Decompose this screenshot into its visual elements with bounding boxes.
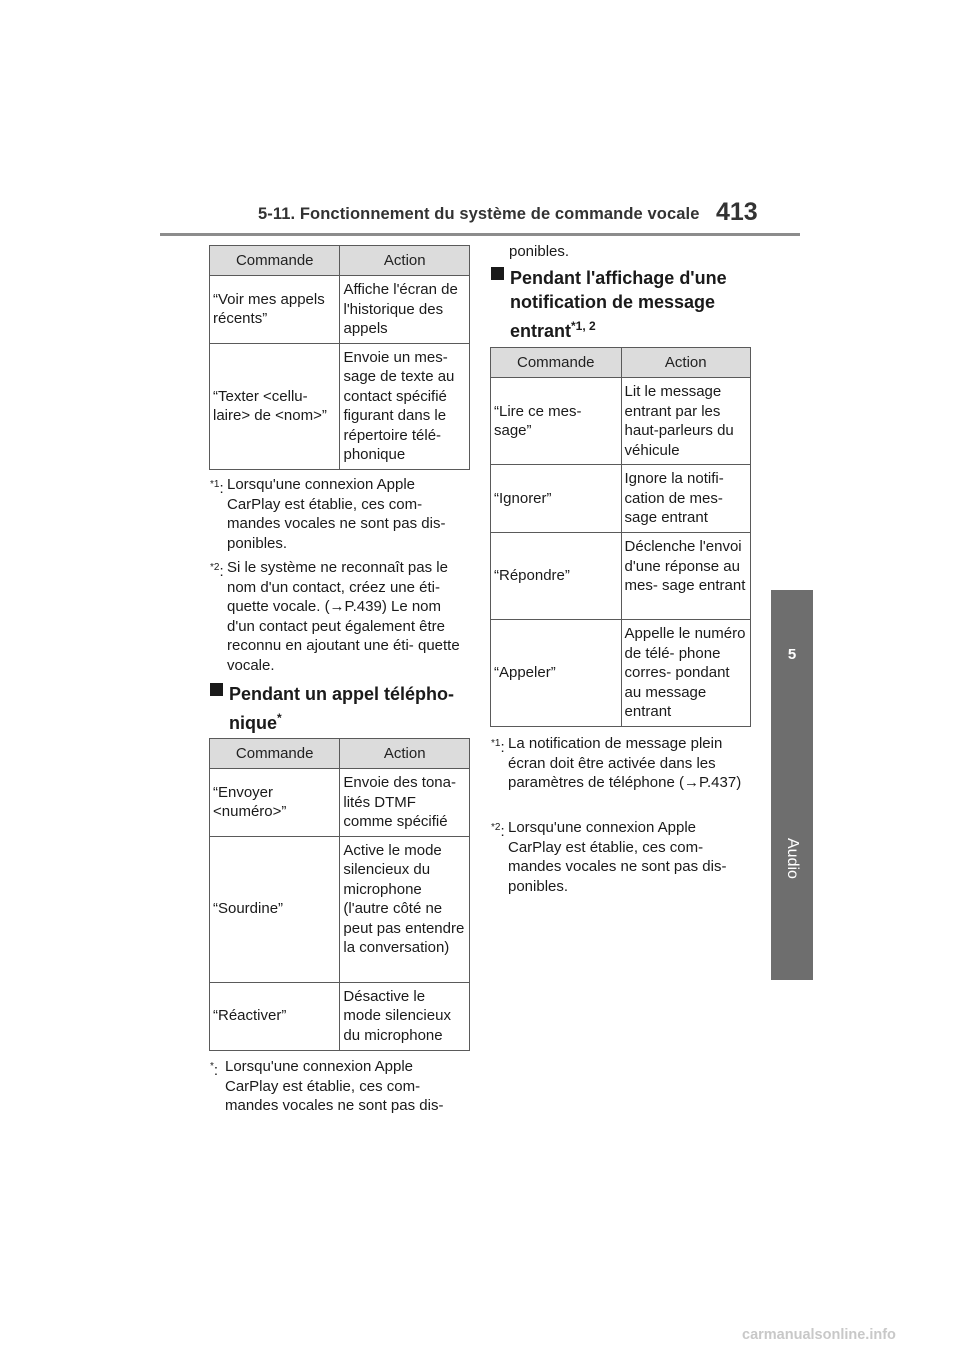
action-cell: Appelle le numéro de télé- phone corres- pondant au message entrant xyxy=(621,620,750,727)
table-row xyxy=(491,465,751,533)
table-header-row xyxy=(491,348,751,378)
section-heading-call: Pendant un appel télépho- nique* xyxy=(210,682,472,735)
action-cell: Active le mode silencieux du microphone (l'autre côté ne peut pas entendre la conversation) xyxy=(340,836,470,982)
action-cell: Désactive le mode silencieux du microphone xyxy=(340,982,470,1050)
site-watermark: carmanualsonline.info xyxy=(742,1327,896,1343)
command-cell: “Réactiver” xyxy=(210,982,340,1050)
footnote xyxy=(491,734,753,793)
footnote xyxy=(210,1057,468,1116)
chapter-label: Audio xyxy=(784,837,801,879)
square-bullet-icon xyxy=(210,683,224,697)
square-bullet-icon xyxy=(491,267,505,281)
voice-commands-table xyxy=(209,245,470,470)
command-cell: “Lire ce mes- sage” xyxy=(491,378,622,465)
column-header-action: Action xyxy=(621,348,750,378)
table-row xyxy=(210,343,470,469)
chapter-side-tab[interactable] xyxy=(771,590,813,980)
action-cell: Affiche l'écran de l'historique des appels xyxy=(340,276,470,344)
action-cell: Envoie des tona- lités DTMF comme spécifié xyxy=(340,769,470,837)
action-cell: Envoie un mes- sage de texte au contact spécifié figurant dans le répertoire télé- phonique xyxy=(340,343,470,469)
table-row xyxy=(210,836,470,982)
action-cell: Déclenche l'envoi d'une réponse au mes- sage entrant xyxy=(621,533,750,620)
table-row xyxy=(210,982,470,1050)
header-divider xyxy=(160,233,800,236)
action-cell: Lit le message entrant par les haut-parleurs du véhicule xyxy=(621,378,750,465)
command-cell: “Texter <cellu- laire> de <nom>” xyxy=(210,343,340,469)
footnote-mark: *: xyxy=(210,1061,219,1079)
table-row xyxy=(210,769,470,837)
column-header-action: Action xyxy=(340,739,470,769)
column-header-command: Commande xyxy=(210,246,340,276)
table-row xyxy=(491,378,751,465)
column-header-command: Commande xyxy=(210,739,340,769)
footnote-mark: $^{*2}$: xyxy=(491,822,505,840)
column-header-command: Commande xyxy=(491,348,622,378)
page-number: 413 xyxy=(716,198,758,226)
table-row xyxy=(491,533,751,620)
footnote xyxy=(210,475,468,553)
section-heading-message: Pendant l'affichage d'une notification de message entrant$^{*1, 2}$ xyxy=(491,266,761,343)
footnote-text: La notification de message plein écran doit être activée dans les paramètres de téléphone (→P.437) xyxy=(508,735,742,791)
footnote-mark: $^{*1}$: xyxy=(491,738,505,756)
table-row xyxy=(210,276,470,344)
footnote-text: Lorsqu'une connexion Apple CarPlay est établie, ces com- mandes vocales ne sont pas dis- ponibles. xyxy=(508,819,727,895)
action-cell: Ignore la notifi- cation de mes- sage entrant xyxy=(621,465,750,533)
command-cell: “Envoyer <numéro>” xyxy=(210,769,340,837)
footnote-text: Lorsqu'une connexion Apple CarPlay est établie, ces com- mandes vocales ne sont pas dis- ponibles. xyxy=(227,476,446,552)
footnote xyxy=(210,558,468,675)
table-header-row xyxy=(210,739,470,769)
footnote-continuation: ponibles. xyxy=(509,243,570,260)
footnote-mark: $^{*1}$: xyxy=(210,479,224,497)
page-header-title: 5-11. Fonctionnement du système de commande vocale xyxy=(258,205,700,223)
command-cell: “Appeler” xyxy=(491,620,622,727)
column-header-action: Action xyxy=(340,246,470,276)
table-row xyxy=(491,620,751,727)
chapter-number: 5 xyxy=(787,646,797,663)
table-header-row xyxy=(210,246,470,276)
command-cell: “Répondre” xyxy=(491,533,622,620)
command-cell: “Ignorer” xyxy=(491,465,622,533)
footnote xyxy=(491,818,753,896)
footnote-mark: $^{*2}$: xyxy=(210,562,224,580)
command-cell: “Voir mes appels récents” xyxy=(210,276,340,344)
command-cell: “Sourdine” xyxy=(210,836,340,982)
footnote-text: Si le système ne reconnaît pas le nom d'un contact, créez une éti- quette vocale. (→P.439) Le nom d'un contact peut également être reconnu en ajoutant une éti- quette vocale. xyxy=(227,559,460,674)
call-commands-table xyxy=(209,738,470,1051)
footnote-text: Lorsqu'une connexion Apple CarPlay est établie, ces com- mandes vocales ne sont pas dis- xyxy=(225,1058,444,1114)
message-commands-table xyxy=(490,347,751,727)
